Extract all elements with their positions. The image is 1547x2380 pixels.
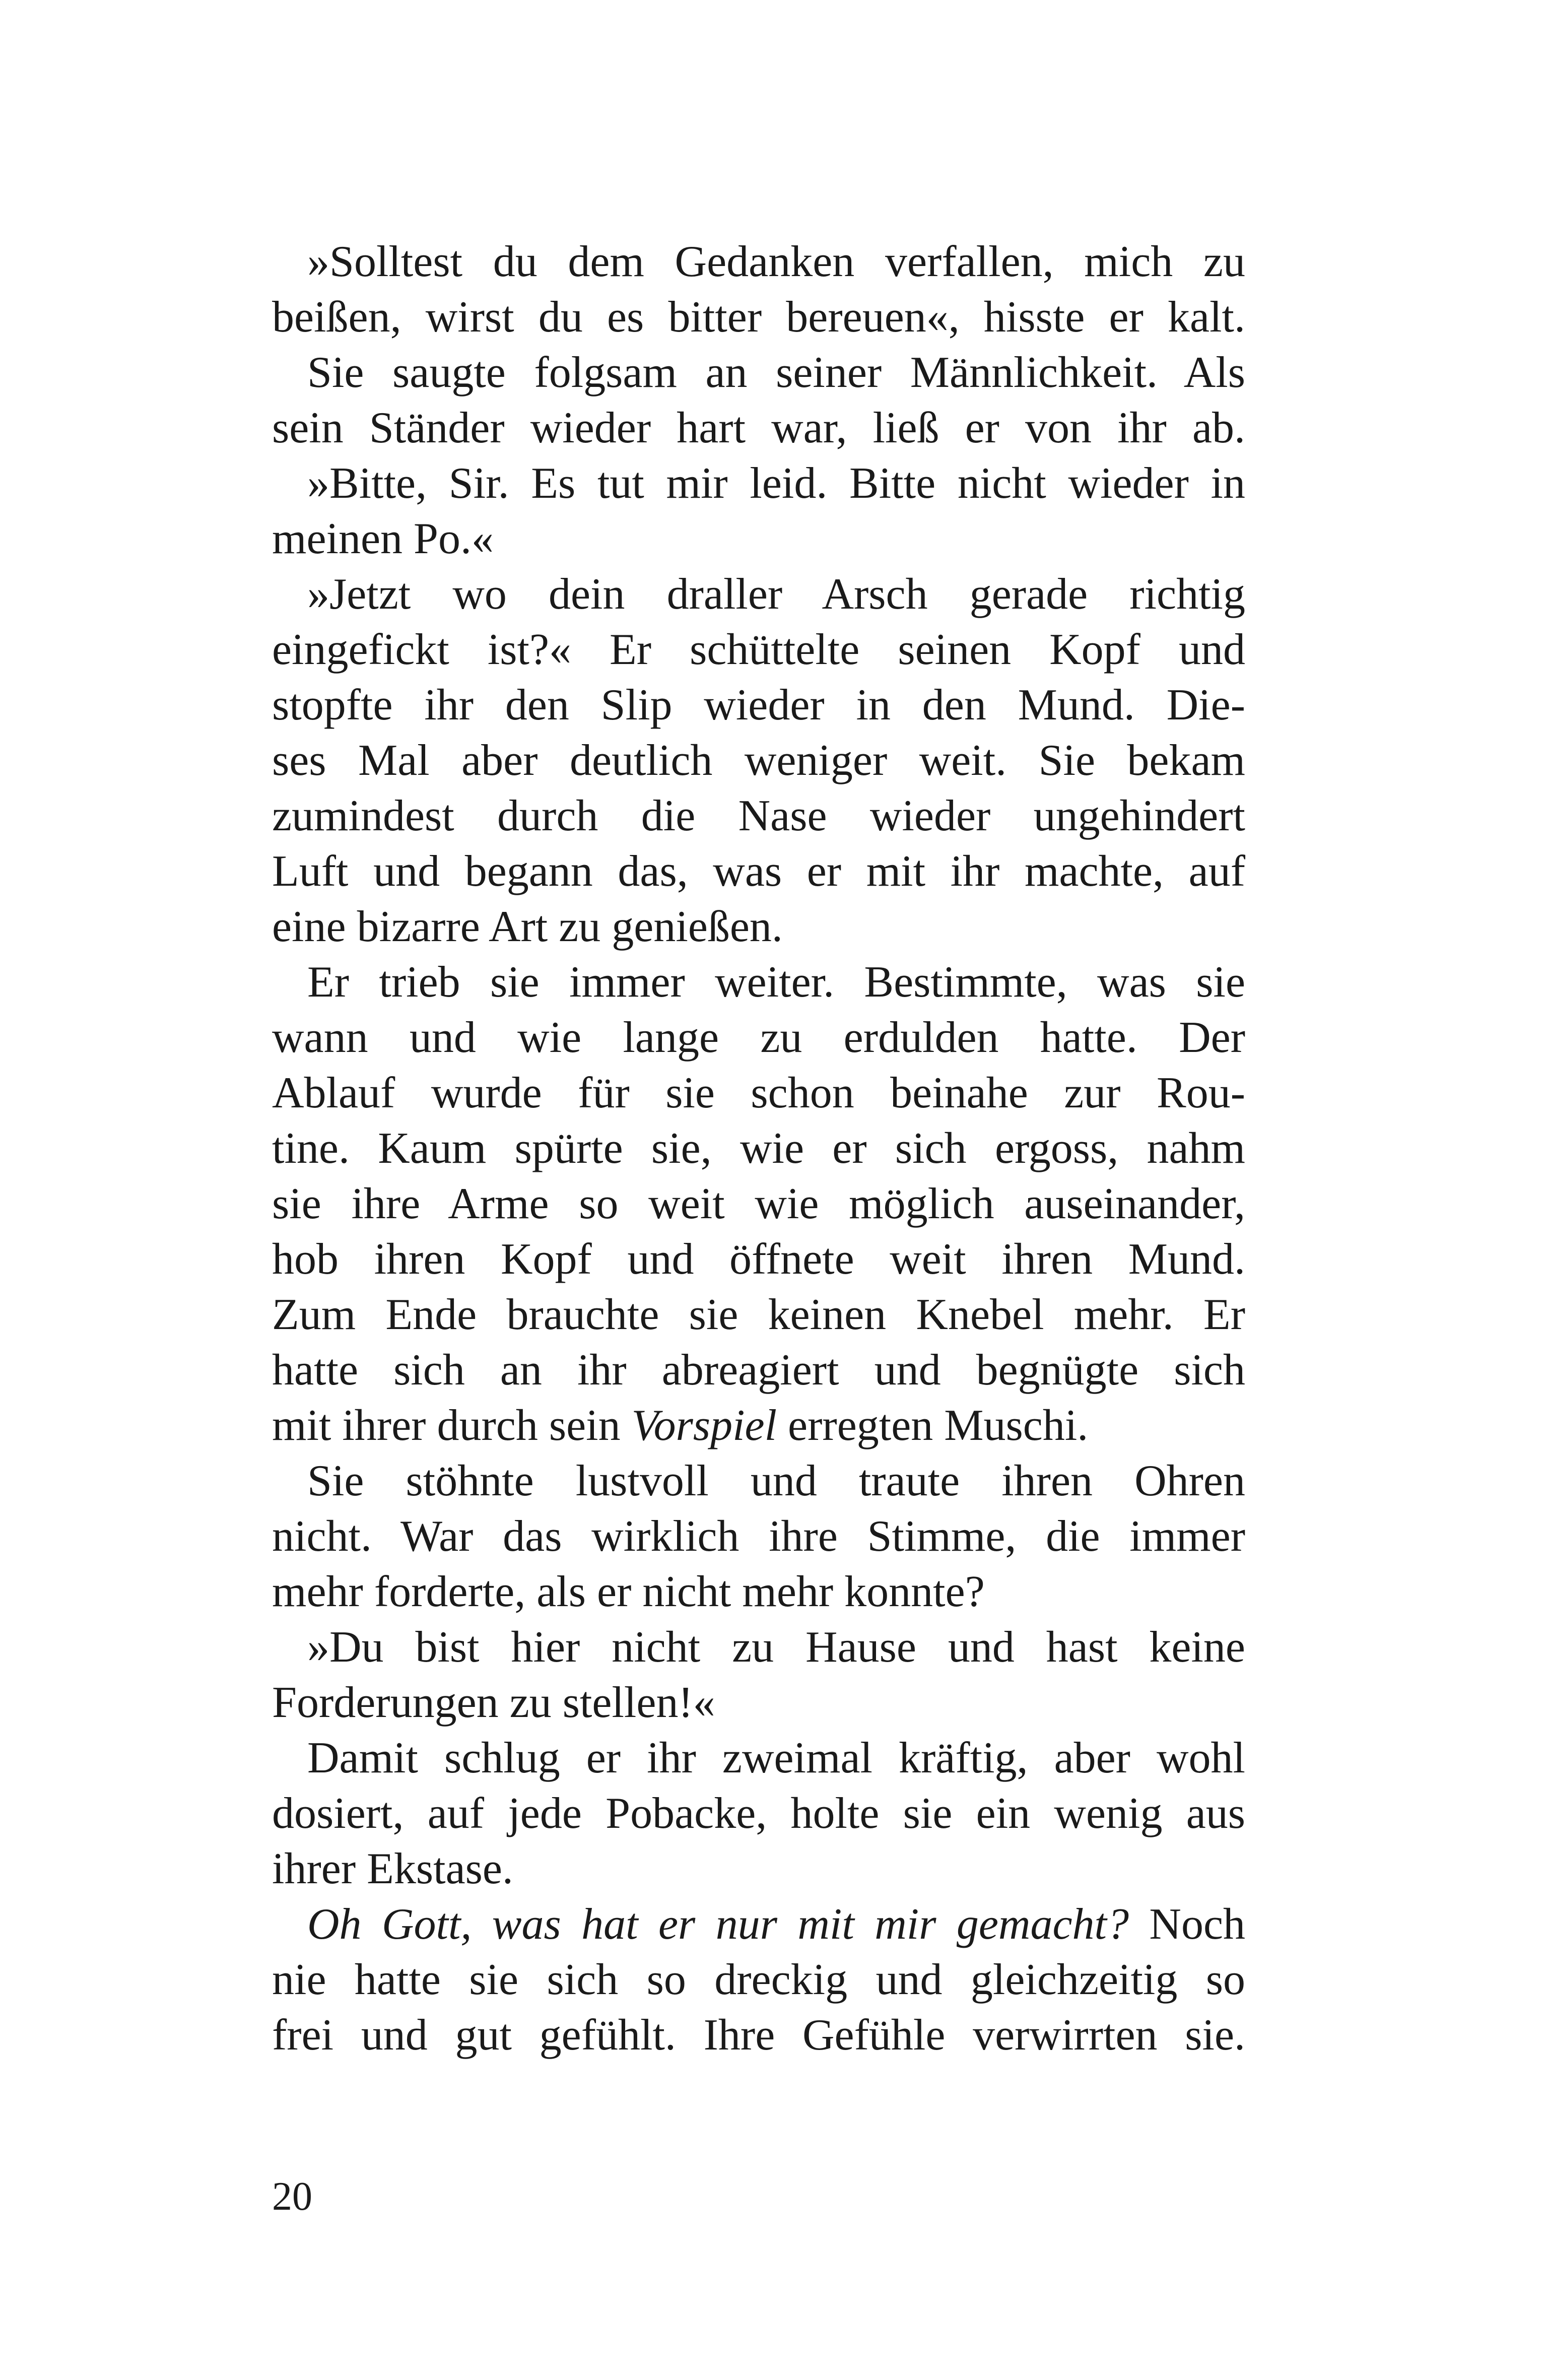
page-number: 20	[272, 2174, 312, 2219]
text-line: mehr forderte, als er nicht mehr konnte?	[272, 1567, 985, 1616]
text-line: Forderungen zu stellen!«	[272, 1678, 715, 1727]
italic-word: Vorspiel	[631, 1401, 777, 1450]
text-line: meinen Po.«	[272, 514, 494, 563]
text-line: »Bitte, Sir. Es tut mir leid. Bitte nicht wieder in	[307, 459, 1245, 508]
text-line: Er trieb sie immer weiter. Bestimmte, was sie	[307, 958, 1245, 1007]
italic-thought: Oh Gott, was hat er nur mit mir gemacht?	[307, 1900, 1129, 1949]
text-line: hatte sich an ihr abreagiert und begnügte sich	[272, 1346, 1245, 1395]
text-line: »Jetzt wo dein draller Arsch gerade richtig	[307, 570, 1245, 619]
text-line: stopfte ihr den Slip wieder in den Mund. Die-	[272, 681, 1245, 730]
text-line: ses Mal aber deutlich weniger weit. Sie bekam	[272, 736, 1245, 785]
text-line: nie hatte sie sich so dreckig und gleichzeitig so	[272, 1955, 1245, 2004]
text-line: sein Ständer wieder hart war, ließ er von ihr ab.	[272, 404, 1245, 452]
text-line: tine. Kaum spürte sie, wie er sich ergoss, nahm	[272, 1124, 1245, 1173]
text-line: zumindest durch die Nase wieder ungehindert	[272, 791, 1245, 840]
text-line: Damit schlug er ihr zweimal kräftig, aber wohl	[307, 1734, 1245, 1782]
text-line: hob ihren Kopf und öffnete weit ihren Mund.	[272, 1235, 1245, 1284]
text-line: Sie stöhnte lustvoll und traute ihren Ohren	[307, 1457, 1245, 1505]
text-line: eine bizarre Art zu genießen.	[272, 902, 783, 951]
text-line	[272, 1398, 1245, 1453]
text-line: frei und gut gefühlt. Ihre Gefühle verwirrten sie.	[272, 2011, 1245, 2060]
text-line: Luft und begann das, was er mit ihr machte, auf	[272, 847, 1245, 896]
text-line: Zum Ende brauchte sie keinen Knebel mehr. Er	[272, 1290, 1245, 1339]
text-line: Sie saugte folgsam an seiner Männlichkeit. Als	[307, 348, 1245, 397]
text-line: Ablauf wurde für sie schon beinahe zur Rou-	[272, 1069, 1245, 1117]
text-line: ihrer Ekstase.	[272, 1844, 513, 1893]
text-line: »Du bist hier nicht zu Hause und hast keine	[307, 1623, 1245, 1672]
text-segment: erregten Muschi.	[788, 1401, 1089, 1450]
text-line: dosiert, auf jede Pobacke, holte sie ein wenig aus	[272, 1789, 1245, 1838]
text-line: nicht. War das wirklich ihre Stimme, die immer	[272, 1512, 1245, 1561]
text-line	[272, 1897, 1245, 1952]
text-segment: mit ihrer durch sein	[272, 1401, 621, 1450]
text-segment: Noch	[1149, 1900, 1245, 1949]
body-text	[272, 234, 1245, 2063]
text-line: beißen, wirst du es bitter bereuen«, hisste er kalt.	[272, 293, 1245, 342]
text-line: sie ihre Arme so weit wie möglich auseinander,	[272, 1179, 1245, 1228]
text-line: wann und wie lange zu erdulden hatte. Der	[272, 1013, 1245, 1062]
text-line: »Solltest du dem Gedanken verfallen, mich zu	[307, 237, 1245, 286]
text-line: eingefickt ist?« Er schüttelte seinen Kopf und	[272, 625, 1245, 674]
